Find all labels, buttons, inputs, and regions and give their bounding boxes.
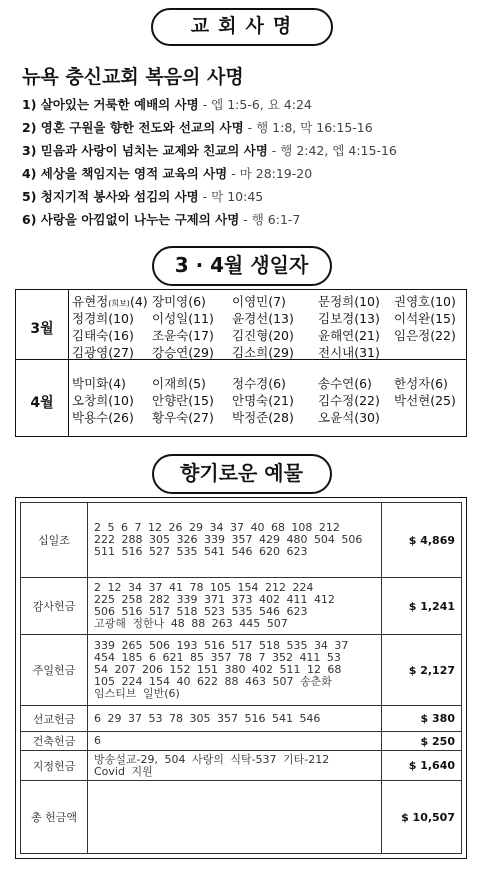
offering-amount: $ 380 [382,706,462,732]
birthday-name: 윤해연(21) [318,328,380,343]
birthday-name: 이석완(15) [394,311,456,326]
offering-number-line: 339 265 506 193 516 517 518 535 34 37 [94,639,349,652]
birthday-section-header: 3 · 4월 생일자 [152,246,332,286]
offering-amount: $ 1,640 [382,751,462,781]
offering-number-line: 222 288 305 326 339 357 429 480 504 506 [94,533,363,546]
offering-total-blank [88,781,382,854]
offering-numbers [88,732,382,751]
birthday-name: 이재희(5) [152,376,206,391]
mission-item-ref: - 막 10:45 [198,189,264,204]
offering-category: 지정헌금 [21,751,88,781]
mission-title: 뉴욕 충신교회 복음의 사명 [22,66,244,88]
offering-category: 건축헌금 [21,732,88,751]
offering-category: 선교헌금 [21,706,88,732]
birthday-name: 안명숙(21) [232,393,294,408]
offering-row [21,503,462,578]
offering-total-label: 총 헌금액 [21,781,88,854]
birthday-name: 문정희(10) [318,294,380,309]
mission-item-text: 6) 사랑을 아낌없이 나누는 구제의 사명 [22,212,240,227]
birthday-name: 박정준(28) [232,410,294,425]
offering-table-frame [15,497,467,859]
birthday-name: 임은정(22) [394,328,456,343]
offering-number-line: 2 5 6 7 12 26 29 34 37 40 68 108 212 [94,521,340,534]
mission-item [22,162,397,185]
birthday-name: 유현정(희보)(4) [72,294,148,309]
offering-total-row [21,781,462,854]
mission-item [22,93,397,116]
offering-number-line: 105 224 154 40 622 88 463 507 송춘화 [94,675,332,688]
birthday-name: 김태숙(16) [72,328,134,343]
offering-row [21,635,462,706]
birthday-name: 이영민(7) [232,294,286,309]
mission-item-ref: - 마 28:19-20 [227,166,313,181]
mission-list [22,93,397,231]
birthday-column-divider [68,290,69,436]
birthday-name: 오창희(10) [72,393,134,408]
mission-item [22,185,397,208]
offering-number-line: 225 258 282 339 371 373 402 411 412 [94,593,335,606]
mission-item [22,116,397,139]
offering-section-header: 향기로운 예물 [152,454,332,494]
offering-row [21,578,462,635]
offering-amount: $ 250 [382,732,462,751]
birthday-name: 정수경(6) [232,376,286,391]
offering-amount: $ 2,127 [382,635,462,706]
birthday-name: 강승연(29) [152,345,214,360]
birthday-name: 김광영(27) [72,345,134,360]
mission-item [22,139,397,162]
offering-number-line: 511 516 527 535 541 546 620 623 [94,545,308,558]
offering-number-line: 6 29 37 53 78 305 357 516 541 546 [94,711,321,725]
birthday-name: 송수연(6) [318,376,372,391]
mission-item-text: 5) 청지기적 봉사와 섬김의 사명 [22,189,199,204]
mission-item-ref: - 행 2:42, 엡 4:15-16 [267,143,397,158]
birthday-name: 박선현(25) [394,393,456,408]
offering-table [20,502,462,854]
offering-amount: $ 1,241 [382,578,462,635]
offering-category: 주일헌금 [21,635,88,706]
birthday-name: 황우숙(27) [152,410,214,425]
offering-category: 십일조 [21,503,88,578]
birthday-name: 한성자(6) [394,376,448,391]
offering-numbers [88,706,382,732]
birthday-name: 윤경선(13) [232,311,294,326]
month-label-april: 4월 [30,395,54,411]
birthday-name: 김수정(22) [318,393,380,408]
birthday-name: 정경희(10) [72,311,134,326]
month-label-march: 3월 [30,321,54,337]
mission-item-ref: - 엡 1:5-6, 요 4:24 [198,97,312,112]
offering-amount: $ 4,869 [382,503,462,578]
offering-numbers [88,751,382,781]
birthday-name: 박용수(26) [72,410,134,425]
offering-numbers [88,635,382,706]
mission-section-header: 교회사명 [151,8,333,46]
offering-number-line: 2 12 34 37 41 78 105 154 212 224 [94,581,314,594]
mission-item-ref: - 행 1:8, 막 16:15-16 [243,120,373,135]
birthday-name: 이성일(11) [152,311,214,326]
birthday-name: 김진형(20) [232,328,294,343]
birthday-name: 안향란(15) [152,393,214,408]
birthday-name: 오윤석(30) [318,410,380,425]
mission-item-text: 1) 살아있는 거룩한 예배의 사명 [22,97,199,112]
offering-total-amount: $ 10,507 [382,781,462,854]
offering-category: 감사헌금 [21,578,88,635]
offering-numbers [88,503,382,578]
birthday-name: 박미화(4) [72,376,126,391]
offering-number-line: 6 [94,734,101,747]
birthday-name: 전시내(31) [318,345,380,360]
offering-row [21,706,462,732]
offering-number-line: 임스티브 일반(6) [94,687,180,700]
offering-row [21,732,462,751]
birthday-name: 김소희(29) [232,345,294,360]
offering-number-line: Covid 지원 [94,764,153,778]
mission-item-text: 3) 믿음과 사랑이 넘치는 교제와 친교의 사명 [22,143,268,158]
offering-row [21,751,462,781]
birthday-name: 조윤숙(17) [152,328,214,343]
mission-item [22,208,397,231]
offering-number-line: 454 185 6 621 85 357 78 7 352 411 53 [94,651,341,664]
offering-number-line: 506 516 517 518 523 535 546 623 [94,605,308,618]
mission-item-text: 4) 세상을 책임지는 영적 교육의 사명 [22,166,228,181]
birthday-name: 김보경(13) [318,311,380,326]
offering-number-line: 54 207 206 152 151 380 402 511 12 68 [94,663,342,676]
birthday-name: 장미영(6) [152,294,206,309]
offering-number-line: 방송설교-29, 504 사랑의 식탁-537 기타-212 [94,752,330,766]
mission-item-text: 2) 영혼 구원을 향한 전도와 선교의 사명 [22,120,244,135]
birthday-table [15,289,467,437]
offering-number-line: 고광해 정한나 48 88 263 445 507 [94,617,288,630]
birthday-name: 권영호(10) [394,294,456,309]
offering-numbers [88,578,382,635]
mission-item-ref: - 행 6:1-7 [239,212,301,227]
